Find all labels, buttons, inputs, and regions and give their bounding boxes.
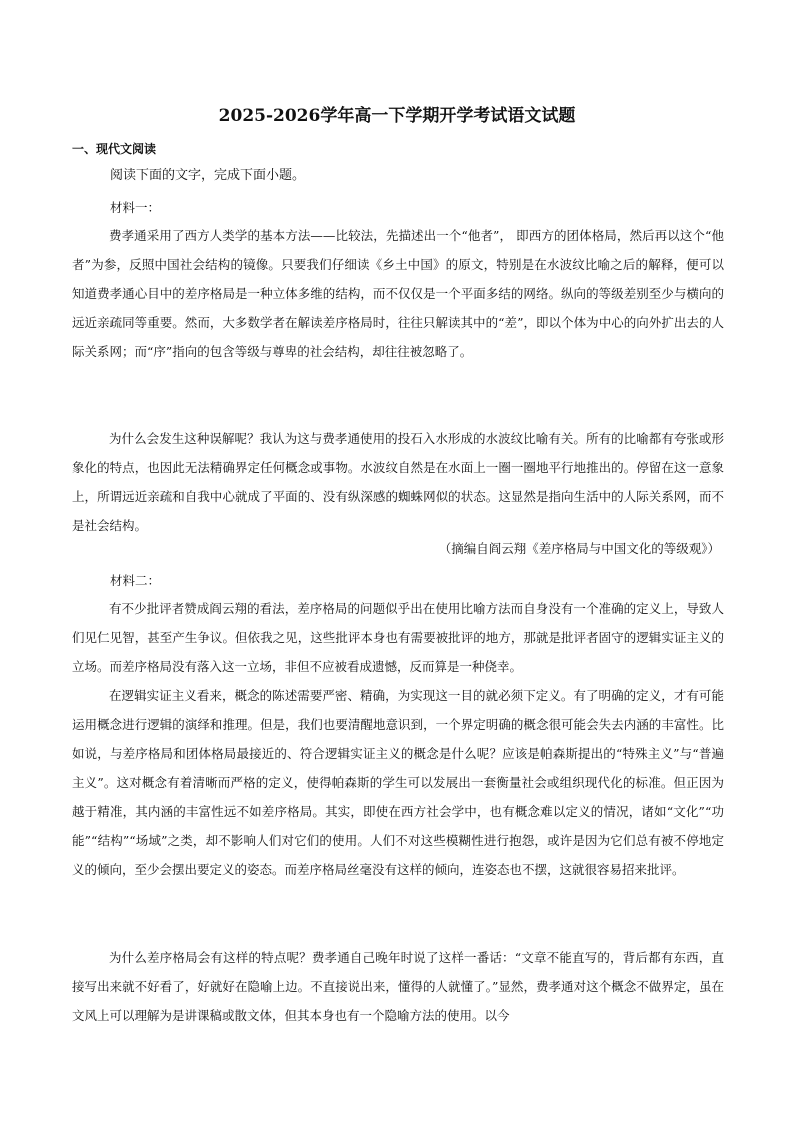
material-2-paragraph: 有不少批评者赞成阎云翔的看法，差序格局的问题似乎出在使用比喻方法而自身没有一个准确的定义上，导致人们见仁见智，甚至产生争议。但依我之见，这些批评本身也有需要被批评的地方，那就是批评者固守的逻辑实证主义的立场。而差序格局没有落入这一立场，非但不应被看成遗憾，反而算是一种侥幸。	[72, 601, 724, 674]
material-2-label: 材料二：	[110, 573, 161, 588]
page-title: 2025-2026学年高一下学期开学考试语文试题	[218, 106, 576, 126]
instruction-text: 阅读下面的文字，完成下面小题。	[110, 168, 306, 183]
material-1-paragraph: 费孝通采用了西方人类学的基本方法——比较法，先描述出一个“他者”， 即西方的团体格局，然后再以这个“他者”为参，反照中国社会结构的镜像。只要我们仔细读《乡土中国》的原文，特别是在水波纹比喻之后的解释，便可以知道费孝通心目中的差序格局是一种立体多维的结构，而不仅仅是一个平面多结的网络。纵向的等级差别至少与横向的远近亲疏同等重要。然而，大多数学者在解读差序格局时，往往只解读其中的“差”，即以个体为中心的向外扩出去的人际关系网；而“序”指向的包含等级与尊卑的社会结构，却往往被忽略了。	[72, 228, 724, 359]
material-1-label: 材料一：	[110, 200, 161, 215]
material-1-paragraph: 为什么会发生这种误解呢？我认为这与费孝通使用的投石入水形成的水波纹比喻有关。所有的比喻都有夸张或形象化的特点，也因此无法精确界定任何概念或事物。水波纹自然是在水面上一圈一圈地平行地推出的。停留在这一意象上，所谓远近亲疏和自我中心就成了平面的、没有纵深感的蜘蛛网似的状态。这显然是指向生活中的人际关系网，而不是社会结构。	[72, 431, 724, 533]
material-1-source: （摘编自阎云翔《差序格局与中国文化的等级观》）	[438, 541, 720, 556]
material-2-paragraph: 为什么差序格局会有这样的特点呢？费孝通自己晚年时说了这样一番话：“文章不能直写的，背后都有东西，直接写出来就不好看了，好就好在隐喻上边。不直接说出来，懂得的人就懂了。”显然，费孝通对这个概念不做界定，虽在文风上可以理解为是讲课稿或散文体，但其本身也有一个隐喻方法的使用。以今	[72, 950, 724, 1023]
material-2-paragraph: 在逻辑实证主义看来，概念的陈述需要严密、精确，为实现这一目的就必须下定义。有了明确的定义，才有可能运用概念进行逻辑的演绎和推理。但是，我们也要清醒地意识到，一个界定明确的概念很可能会失去内涵的丰富性。比如说，与差序格局和团体格局最接近的、符合逻辑实证主义的概念是什么呢？应该是帕森斯提出的“特殊主义”与“普遍主义”。这对概念有着清晰而严格的定义，使得帕森斯的学生可以发展出一套衡量社会或组织现代化的标准。但正因为越于精准，其内涵的丰富性远不如差序格局。其实，即使在西方社会学中，也有概念难以定义的情况，诸如“文化”“功能”“结构”“场域”之类，却不影响人们对它们的使用。人们不对这些模糊性进行抱怨，或许是因为它们总有被不停地定义的倾向，至少会摆出要定义的姿态。而差序格局丝毫没有这样的倾向，连姿态也不摆，这就很容易招来批评。	[72, 688, 724, 877]
section-heading: 一、现代文阅读	[72, 142, 157, 156]
